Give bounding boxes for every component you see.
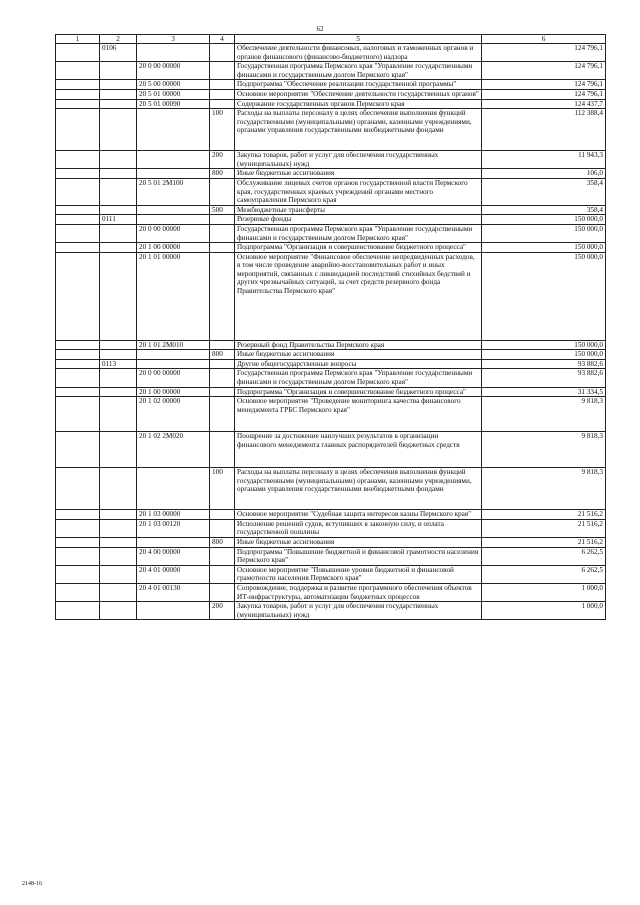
cell-description: Иные бюджетные ассигнования [235,350,482,360]
cell-col1 [56,350,100,360]
cell-col1 [56,205,100,215]
table-row [56,340,606,350]
table-row [56,369,606,387]
cell-section: 0113 [100,359,137,369]
cell-section [100,538,137,548]
cell-expense-type [210,359,235,369]
cell-description: Основное мероприятие "Проведение мониторинга качества финансового менеджмента ГРБС Пермского края" [235,397,482,432]
cell-expense-type: 800 [210,169,235,179]
cell-description: Межбюджетные трансферты [235,205,482,215]
cell-col1 [56,252,100,340]
cell-amount: 21 516,2 [482,510,606,520]
cell-section [100,369,137,387]
cell-target-article: 20 0 00 00000 [137,224,210,242]
cell-target-article [137,350,210,360]
cell-target-article: 20 0 00 00000 [137,369,210,387]
cell-section [100,519,137,537]
cell-col1 [56,224,100,242]
footer-code: 2148-16 [22,881,42,887]
cell-target-article: 20 1 03 00000 [137,510,210,520]
table-row [56,62,606,80]
table-row [56,178,606,205]
cell-amount: 6 262,5 [482,547,606,565]
cell-col1 [56,243,100,253]
cell-section: 0111 [100,215,137,225]
cell-description: Резервные фонды [235,215,482,225]
cell-expense-type [210,397,235,432]
cell-section [100,387,137,397]
cell-target-article: 20 1 00 00000 [137,387,210,397]
cell-section [100,151,137,169]
cell-amount: 150 000,0 [482,243,606,253]
table-row [56,397,606,432]
cell-target-article [137,169,210,179]
cell-amount: 1 000,0 [482,602,606,620]
table-row [56,565,606,583]
cell-amount: 124 437,7 [482,99,606,109]
cell-description: Подпрограмма "Обеспечение реализации государственной программы" [235,80,482,90]
table-row [56,584,606,602]
cell-expense-type [210,547,235,565]
cell-section [100,80,137,90]
table-row [56,359,606,369]
cell-description: Подпрограмма "Организация и совершенствование бюджетного процесса" [235,243,482,253]
cell-expense-type [210,252,235,340]
cell-expense-type [210,584,235,602]
cell-amount: 93 882,6 [482,369,606,387]
cell-target-article: 20 4 01 00130 [137,584,210,602]
cell-section [100,205,137,215]
table-row [56,243,606,253]
cell-amount: 9 818,3 [482,468,606,510]
table-row [56,205,606,215]
column-header: 5 [235,35,482,44]
table-row [56,151,606,169]
cell-section [100,169,137,179]
cell-description: Содержание государственных органов Пермского края [235,99,482,109]
cell-description: Расходы на выплаты персоналу в целях обеспечения выполнения функций государственными (муниципальными) органами, казенными учреждениями, органами управления государственными внебюджетными фондами [235,468,482,510]
cell-description: Основное мероприятие "Обеспечение деятельности государственных органов" [235,89,482,99]
cell-section [100,602,137,620]
table-row [56,224,606,242]
cell-section [100,432,137,468]
cell-target-article: 20 1 01 00000 [137,252,210,340]
cell-target-article: 20 5 01 2М100 [137,178,210,205]
cell-description: Подпрограмма "Повышение бюджетной и финансовой грамотности населения Пермского края" [235,547,482,565]
cell-section: 0106 [100,44,137,62]
cell-section [100,99,137,109]
table-row [56,510,606,520]
cell-expense-type [210,80,235,90]
cell-amount: 150 000,0 [482,350,606,360]
cell-expense-type [210,44,235,62]
cell-col1 [56,565,100,583]
cell-description: Государственная программа Пермского края "Управление государственными финансами и государственным долгом Пермского края" [235,62,482,80]
table-row [56,89,606,99]
cell-target-article: 20 5 01 00090 [137,99,210,109]
cell-expense-type: 200 [210,151,235,169]
cell-amount: 21 516,2 [482,538,606,548]
cell-col1 [56,169,100,179]
cell-amount: 11 943,3 [482,151,606,169]
cell-col1 [56,387,100,397]
cell-target-article: 20 0 00 00000 [137,62,210,80]
cell-amount: 112 388,4 [482,109,606,151]
cell-amount: 9 818,3 [482,432,606,468]
cell-expense-type [210,215,235,225]
cell-description: Сопровождение, поддержка и развитие программного обеспечения объектов ИТ-инфраструктуры, автоматизации бюджетных процессов [235,584,482,602]
cell-section [100,510,137,520]
table-row [56,169,606,179]
cell-description: Поощрение за достижение наилучших результатов в организации финансового менеджмента главных распорядителей бюджетных средств [235,432,482,468]
cell-expense-type [210,89,235,99]
cell-expense-type: 800 [210,350,235,360]
cell-amount: 358,4 [482,178,606,205]
cell-amount: 124 796,1 [482,80,606,90]
cell-expense-type [210,340,235,350]
column-header: 4 [210,35,235,44]
cell-description: Обслуживание лицевых счетов органов государственной власти Пермского края, государственных краевых учреждений органами местного самоуправления Пермского края [235,178,482,205]
cell-col1 [56,340,100,350]
cell-section [100,252,137,340]
cell-col1 [56,178,100,205]
cell-col1 [56,359,100,369]
cell-expense-type: 500 [210,205,235,215]
cell-target-article: 20 4 01 00000 [137,565,210,583]
cell-section [100,340,137,350]
cell-target-article: 20 1 02 2М020 [137,432,210,468]
cell-expense-type [210,387,235,397]
cell-description: Государственная программа Пермского края "Управление государственными финансами и государственным долгом Пермского края" [235,369,482,387]
table-row [56,109,606,151]
cell-expense-type: 200 [210,602,235,620]
cell-description: Закупка товаров, работ и услуг для обеспечения государственных (муниципальных) нужд [235,602,482,620]
cell-col1 [56,510,100,520]
cell-description: Государственная программа Пермского края "Управление государственными финансами и государственным долгом Пермского края" [235,224,482,242]
cell-section [100,224,137,242]
cell-target-article [137,151,210,169]
cell-section [100,547,137,565]
cell-col1 [56,519,100,537]
column-header: 1 [56,35,100,44]
cell-amount: 93 882,6 [482,359,606,369]
table-row [56,519,606,537]
cell-target-article: 20 1 02 00000 [137,397,210,432]
cell-description: Основное мероприятие "Судебная защита интересов казны Пермского края" [235,510,482,520]
cell-amount: 124 796,1 [482,62,606,80]
table-row [56,432,606,468]
cell-section [100,62,137,80]
cell-col1 [56,44,100,62]
cell-col1 [56,369,100,387]
cell-amount: 31 334,5 [482,387,606,397]
cell-description: Расходы на выплаты персоналу в целях обеспечения выполнения функций государственными (муниципальными) органами, казенными учреждениями, органами управления государственными внебюджетными фондами [235,109,482,151]
cell-col1 [56,80,100,90]
cell-expense-type [210,178,235,205]
cell-section [100,468,137,510]
cell-col1 [56,538,100,548]
cell-target-article: 20 5 00 00000 [137,80,210,90]
cell-section [100,178,137,205]
cell-target-article [137,602,210,620]
column-header: 6 [482,35,606,44]
cell-target-article [137,109,210,151]
cell-description: Резервный фонд Правительства Пермского края [235,340,482,350]
table-row [56,80,606,90]
table-row [56,538,606,548]
cell-col1 [56,432,100,468]
cell-description: Другие общегосударственные вопросы [235,359,482,369]
cell-target-article [137,538,210,548]
table-row [56,468,606,510]
table-row [56,44,606,62]
cell-col1 [56,109,100,151]
cell-col1 [56,99,100,109]
cell-amount: 150 000,0 [482,215,606,225]
cell-col1 [56,397,100,432]
table-row [56,602,606,620]
cell-col1 [56,62,100,80]
cell-description: Основное мероприятие "Повышение уровня бюджетной и финансовой грамотности населения Пермского края" [235,565,482,583]
cell-section [100,397,137,432]
cell-description: Иные бюджетные ассигнования [235,538,482,548]
cell-expense-type: 100 [210,468,235,510]
cell-target-article: 20 1 03 00120 [137,519,210,537]
cell-amount: 124 796,1 [482,44,606,62]
cell-expense-type: 100 [210,109,235,151]
cell-amount: 21 516,2 [482,519,606,537]
cell-section [100,109,137,151]
cell-section [100,350,137,360]
column-header: 3 [137,35,210,44]
cell-target-article: 20 4 00 00000 [137,547,210,565]
cell-amount: 1 000,0 [482,584,606,602]
table-row [56,547,606,565]
cell-target-article: 20 1 01 2М010 [137,340,210,350]
cell-amount: 106,0 [482,169,606,179]
cell-target-article [137,44,210,62]
page-number: 62 [316,25,324,33]
cell-expense-type [210,62,235,80]
table-row [56,252,606,340]
cell-col1 [56,151,100,169]
cell-amount: 6 262,5 [482,565,606,583]
cell-expense-type [210,243,235,253]
cell-description: Исполнение решений судов, вступивших в законную силу, и оплата государственной пошлины [235,519,482,537]
cell-col1 [56,468,100,510]
cell-description: Основное мероприятие "Финансовое обеспечение непредвиденных расходов, в том числе проведение аварийно-восстановительных работ и иных мероприятий, связанных с ликвидацией последствий стихийных бедствий и других чрезвычайных ситуаций, за счет средств резервного фонда Правительства Пермского края" [235,252,482,340]
cell-description: Закупка товаров, работ и услуг для обеспечения государственных (муниципальных) нужд [235,151,482,169]
cell-section [100,89,137,99]
cell-amount: 124 796,1 [482,89,606,99]
cell-expense-type [210,432,235,468]
budget-table [55,34,606,620]
cell-target-article [137,468,210,510]
cell-amount: 150 000,0 [482,224,606,242]
cell-col1 [56,584,100,602]
cell-col1 [56,89,100,99]
cell-description: Иные бюджетные ассигнования [235,169,482,179]
cell-expense-type [210,99,235,109]
column-header: 2 [100,35,137,44]
cell-section [100,243,137,253]
cell-col1 [56,547,100,565]
table-header-row [56,35,606,44]
cell-amount: 358,4 [482,205,606,215]
cell-description: Обеспечение деятельности финансовых, налоговых и таможенных органов и органов финансового (финансово-бюджетного) надзора [235,44,482,62]
cell-expense-type [210,369,235,387]
cell-description: Подпрограмма "Организация и совершенствование бюджетного процесса" [235,387,482,397]
cell-target-article [137,215,210,225]
cell-target-article [137,205,210,215]
cell-target-article [137,359,210,369]
table-row [56,387,606,397]
cell-target-article: 20 1 00 00000 [137,243,210,253]
cell-col1 [56,215,100,225]
cell-expense-type [210,519,235,537]
table-row [56,215,606,225]
cell-expense-type [210,565,235,583]
cell-section [100,584,137,602]
table-row [56,99,606,109]
cell-expense-type: 800 [210,538,235,548]
cell-amount: 150 000,0 [482,340,606,350]
cell-expense-type [210,224,235,242]
cell-amount: 150 000,0 [482,252,606,340]
cell-col1 [56,602,100,620]
cell-target-article: 20 5 01 00000 [137,89,210,99]
cell-section [100,565,137,583]
table-row [56,350,606,360]
cell-expense-type [210,510,235,520]
cell-amount: 9 818,3 [482,397,606,432]
